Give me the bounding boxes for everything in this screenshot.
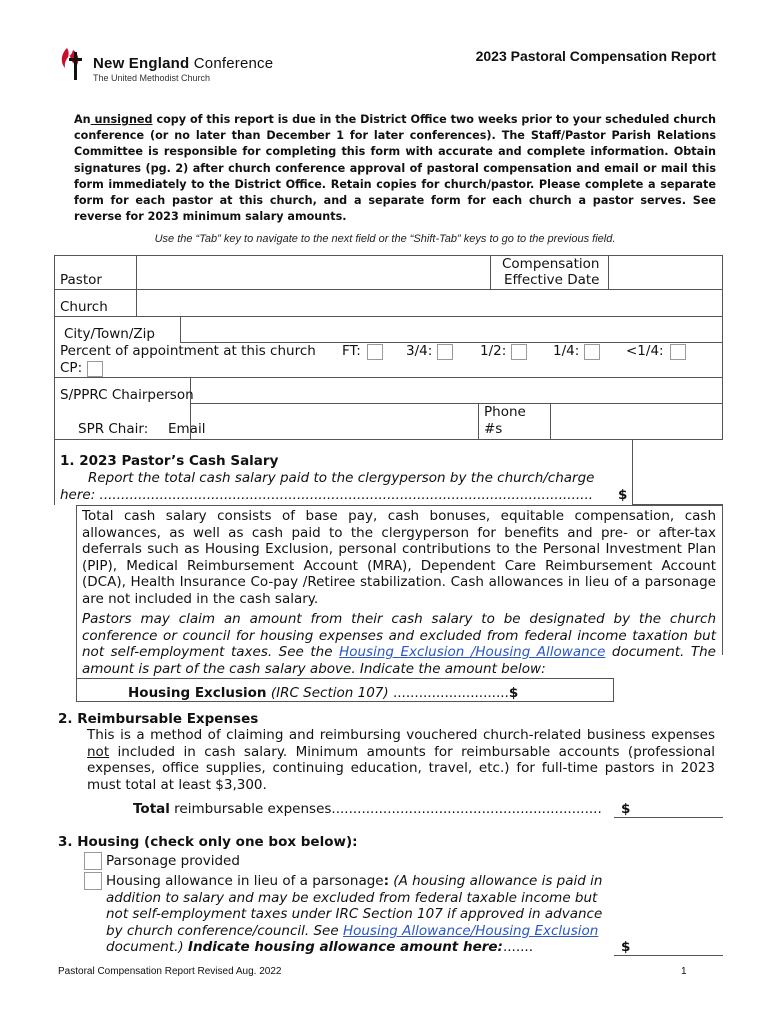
total-label: Total — [133, 801, 170, 817]
total-rest: reimbursable expenses — [169, 801, 332, 817]
allowance-post: document.) — [106, 939, 188, 955]
email-label: Email — [168, 421, 206, 437]
cash-salary-dollar: $ — [618, 487, 628, 503]
half-checkbox[interactable] — [511, 344, 527, 360]
navigation-note: Use the “Tab” key to navigate to the next field or the “Shift-Tab” keys to go to the previous field. — [154, 233, 616, 245]
church-field[interactable] — [137, 290, 721, 315]
org-name-light: Conference — [189, 55, 274, 72]
org-name — [93, 55, 273, 72]
housing-exclusion-link[interactable]: Housing Exclusion /Housing Allowance — [339, 644, 606, 660]
section3-heading: 3. Housing (check only one box below): — [58, 834, 358, 850]
claim-pre: Pastors may claim an amount from their cash salary to be designated by the church conference or council for housing expenses and excluded from federal income taxation but not self-employment taxes. See the — [82, 611, 716, 660]
housing-exclusion-dollar: $ — [508, 685, 519, 701]
housing-allowance-dollar: $ — [621, 939, 631, 955]
comp-date-label-1: Compensation — [502, 256, 600, 272]
quarter-checkbox[interactable] — [584, 344, 600, 360]
city-field[interactable] — [181, 317, 721, 341]
total-reimbursable-row — [133, 801, 602, 817]
allowance-bold: Indicate housing allowance amount here: — [187, 939, 503, 955]
pastor-label: Pastor — [60, 272, 102, 288]
spr-chair-label: SPR Chair: — [78, 421, 149, 437]
cash-salary-field[interactable] — [633, 485, 721, 503]
umc-cross-flame-logo — [58, 46, 86, 82]
allowance-colon: : — [383, 873, 390, 889]
ft-checkbox[interactable] — [367, 344, 383, 360]
housing-exclusion-field[interactable] — [535, 680, 611, 700]
allowance-italic: (A housing allowance is paid in addition to salary and may be excluded from federal taxable income but not self-employment taxes under IRC Section 107 if approved in advance by church conference/council. See — [106, 873, 603, 939]
three-quarter-checkbox[interactable] — [437, 344, 453, 360]
org-subtitle: The United Methodist Church — [93, 73, 211, 83]
phone-label-1: Phone — [484, 404, 526, 420]
not-word: not — [87, 743, 110, 760]
page-number: 1 — [681, 966, 687, 977]
percent-label: Percent of appointment at this church — [60, 343, 316, 359]
three-quarter-label: 3/4: — [406, 343, 433, 359]
email-field[interactable] — [191, 404, 477, 438]
quarter-label: 1/4: — [553, 343, 580, 359]
irc-section-note: (IRC Section 107) — [266, 685, 393, 701]
reimb-p2: included in cash salary. Minimum amounts for reimbursable accounts (professional expenses, office supplies, continuing education, travel, etc.) for full-time pastors in 2023 must total at least $3,300. — [87, 743, 715, 793]
phone-label-2: #s — [484, 421, 503, 437]
allowance-pre: Housing allowance in lieu of a parsonage — [106, 873, 384, 889]
housing-claim-note — [82, 611, 716, 677]
church-label: Church — [60, 299, 108, 315]
ft-label: FT: — [342, 343, 361, 359]
reimbursable-field[interactable] — [634, 799, 722, 817]
total-dots: ............................................................... — [331, 801, 602, 817]
reimbursable-dollar: $ — [621, 801, 631, 817]
comp-date-label-2: Effective Date — [504, 272, 600, 288]
section1-line2: here: ................................................................................................................... — [60, 487, 594, 503]
housing-exclusion-dots: ........................... — [392, 685, 509, 701]
housing-exclusion-label: Housing Exclusion — [128, 685, 267, 701]
section1-line1: Report the total cash salary paid to the clergyperson by the church/charge — [88, 470, 595, 486]
footer-revision: Pastoral Compensation Report Revised Aug. 2022 — [58, 966, 282, 977]
housing-allowance-field[interactable] — [634, 937, 722, 955]
half-label: 1/2: — [480, 343, 507, 359]
claim-post: document. The amount is part of the cash salary above. Indicate the amount below: — [82, 644, 716, 677]
spprc-field[interactable] — [191, 378, 721, 402]
parsonage-checkbox[interactable] — [84, 852, 102, 870]
org-name-bold: New England — [93, 55, 190, 72]
unsigned-word: unsigned — [90, 113, 153, 126]
report-title: 2023 Pastoral Compensation Report — [475, 48, 716, 64]
pastor-field[interactable] — [137, 256, 489, 288]
reimbursable-description — [87, 727, 715, 793]
cp-label: CP: — [60, 360, 83, 376]
comp-date-field[interactable] — [609, 256, 721, 288]
spprc-label: S/PPRC Chairperson — [60, 387, 194, 403]
reimb-p1: This is a method of claiming and reimbursing vouchered church-related business expenses — [87, 727, 715, 743]
less-quarter-checkbox[interactable] — [670, 344, 686, 360]
allowance-dots: ....... — [502, 939, 533, 955]
parsonage-label: Parsonage provided — [106, 853, 240, 869]
section2-heading: 2. Reimbursable Expenses — [58, 711, 259, 727]
cash-salary-description: Total cash salary consists of base pay, cash bonuses, equitable compensation, cash allowances, as well as cash paid to the clergyperson for benefits and pre- or after-tax deferrals such as Housing Exclusion, personal contributions to the Personal Investment Plan (PIP), Medical Reimbursement Account (MRA), Dependent Care Reimbursement Account (DCA), Health Insurance Co-pay /Retiree stabilization. Cash allowances in lieu of a parsonage are not included in the cash salary. — [82, 508, 716, 607]
section1-heading: 1. 2023 Pastor’s Cash Salary — [60, 453, 279, 469]
cp-checkbox[interactable] — [87, 361, 103, 377]
housing-allowance-checkbox[interactable] — [84, 872, 102, 890]
housing-exclusion-row — [128, 685, 518, 701]
phone-field[interactable] — [551, 404, 721, 438]
intro-an: An — [74, 113, 91, 126]
city-label: City/Town/Zip — [64, 326, 155, 342]
intro-text: copy of this report is due in the District Office two weeks prior to your scheduled church conference (or no later than December 1 for later conferences). The Staff/Pastor Parish Relations Committee is responsible for completing this form with accurate and complete information. Obtain signatures (pg. 2) after church conference approval of pastoral compensation and email or mail this form immediately to the District Office. Retain copies for church/pastor. Please complete a separate form for each pastor at this church, and a separate form for each church a pastor serves. See reverse for 2023 minimum salary amounts. — [74, 113, 716, 224]
housing-allowance-text — [106, 873, 606, 956]
less-quarter-label: <1/4: — [626, 343, 664, 359]
intro-paragraph — [74, 112, 716, 225]
housing-allowance-link[interactable]: Housing Allowance/Housing Exclusion — [342, 922, 599, 939]
